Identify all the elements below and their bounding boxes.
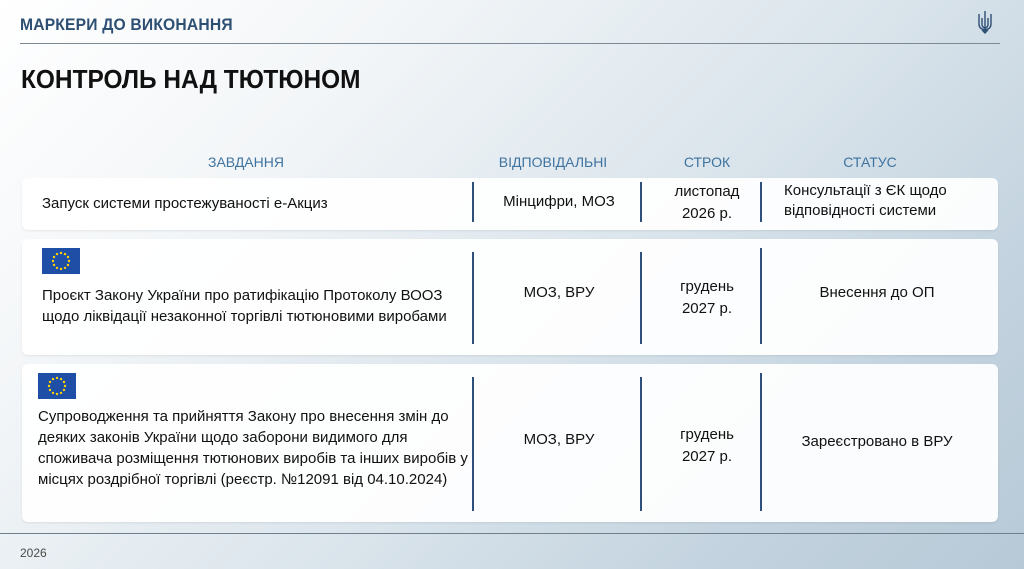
footer-year: 2026: [20, 546, 47, 560]
deadline-cell: грудень 2027 р.: [680, 278, 734, 317]
footer-divider: [0, 533, 1024, 534]
deadline-cell: листопад 2026 р.: [674, 183, 740, 222]
column-header-deadline: СТРОК: [683, 154, 731, 170]
status-cell: Внесення до ОП: [819, 284, 935, 301]
eu-flag-icon: [42, 248, 80, 274]
column-header-task: ЗАВДАННЯ: [208, 154, 284, 170]
table-row: [22, 178, 998, 230]
deadline-cell: грудень 2027 р.: [680, 426, 734, 465]
trident-icon: [976, 10, 994, 34]
eu-flag-icon: [38, 373, 76, 399]
column-divider: [640, 377, 642, 511]
column-header-responsible: ВІДПОВІДАЛЬНІ: [498, 154, 608, 170]
section-label: МАРКЕРИ ДО ВИКОНАННЯ: [20, 15, 233, 34]
column-divider: [640, 252, 642, 344]
column-divider: [472, 252, 474, 344]
column-divider: [760, 248, 762, 344]
column-divider: [472, 377, 474, 511]
column-divider: [472, 182, 474, 222]
table-row: [22, 239, 998, 355]
table-row: [22, 364, 998, 522]
column-divider: [760, 182, 762, 222]
status-cell: Зареєстровано в ВРУ: [801, 433, 953, 450]
status-cell: Консультації з ЄК щодо відповідності системи: [784, 182, 947, 219]
column-header-status: СТАТУС: [843, 154, 897, 170]
task-cell: Запуск системи простежуваності е-Акциз: [42, 195, 328, 212]
page-title: КОНТРОЛЬ НАД ТЮТЮНОМ: [21, 64, 361, 94]
responsible-cell: Мінцифри, МОЗ: [503, 193, 615, 210]
responsible-cell: МОЗ, ВРУ: [523, 431, 595, 448]
column-divider: [640, 182, 642, 222]
task-cell: Супроводження та прийняття Закону про внесення змін до деяких законів України щодо заборони видимого для споживача розміщення тютюнових виробів та інших виробів у місцях роздрібної торгівлі (реєстр. №12091 від 04.10.2024): [38, 408, 468, 488]
responsible-cell: МОЗ, ВРУ: [523, 284, 595, 301]
header-divider: [20, 43, 1000, 44]
task-cell: Проєкт Закону України про ратифікацію Протоколу ВООЗ щодо ліквідації незаконної торгівлі тютюновими виробами: [42, 287, 447, 325]
column-divider: [760, 373, 762, 511]
